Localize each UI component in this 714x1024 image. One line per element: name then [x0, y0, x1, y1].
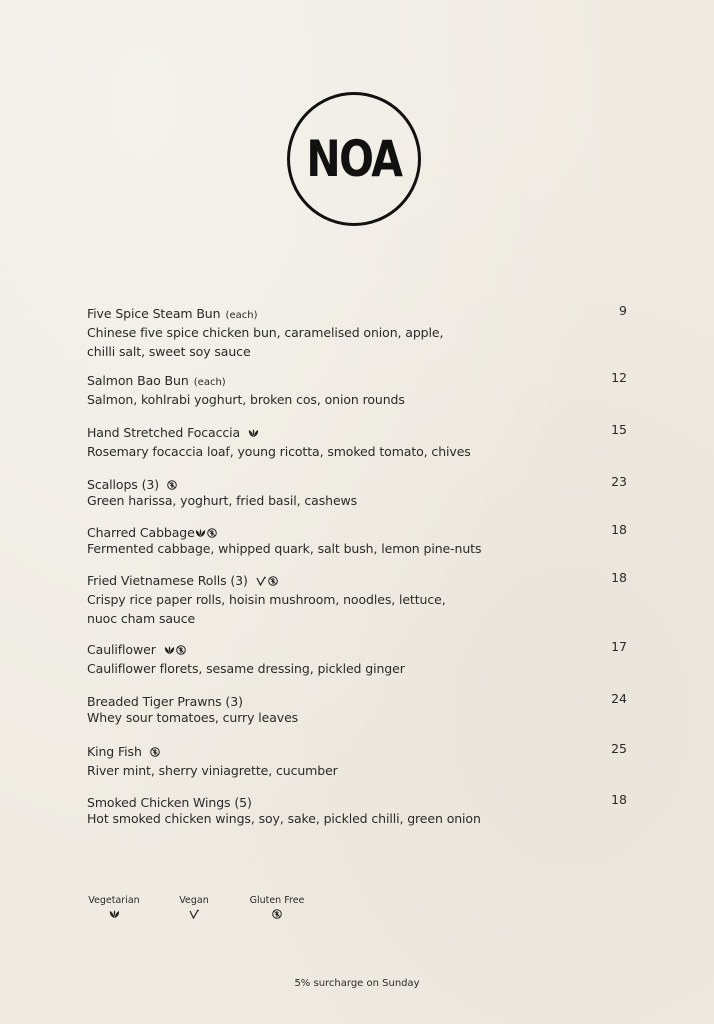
legend-vegetarian — [84, 895, 144, 919]
vegan-v-icon — [172, 909, 216, 919]
item-description — [87, 539, 627, 558]
menu-item-salmon-bao-bun — [87, 370, 627, 409]
item-name: Breaded Tiger Prawns (3) — [87, 694, 243, 709]
item-description — [87, 761, 627, 780]
description-line: Fermented cabbage, whipped quark, salt bush, lemon pine-nuts — [87, 541, 482, 556]
description-line: Cauliflower florets, sesame dressing, pickled ginger — [87, 661, 405, 676]
gluten-free-wheat-icon — [244, 909, 310, 919]
vegan-v-icon — [256, 571, 267, 590]
menu-item-hand-stretched-focaccia — [87, 422, 627, 461]
item-name: Cauliflower — [87, 642, 156, 657]
item-price: 12 — [611, 370, 627, 385]
description-line: River mint, sherry viniagrette, cucumber — [87, 763, 338, 778]
vegetarian-leaf-icon — [195, 523, 206, 542]
description-line: Salmon, kohlrabi yoghurt, broken cos, onion rounds — [87, 392, 405, 407]
description-line: chilli salt, sweet soy sauce — [87, 344, 251, 359]
item-name: King Fish — [87, 744, 142, 759]
description-line: Green harissa, yoghurt, fried basil, cashews — [87, 493, 358, 508]
item-description — [87, 708, 627, 727]
item-price: 24 — [611, 691, 627, 706]
item-name: Five Spice Steam Bun — [87, 306, 221, 321]
menu-item-cauliflower — [87, 639, 627, 678]
item-description — [87, 442, 627, 461]
gluten-free-wheat-icon — [176, 640, 186, 659]
legend-vegan — [172, 895, 216, 919]
legend-label: Vegetarian — [88, 895, 140, 906]
menu-item-smoked-chicken-wings — [87, 792, 627, 828]
vegetarian-leaf-icon — [84, 909, 144, 919]
menu-item-scallops — [87, 474, 627, 510]
surcharge-note: 5% surcharge on Sunday — [294, 978, 420, 989]
gluten-free-wheat-icon — [268, 571, 278, 590]
description-line: nuoc cham sauce — [87, 611, 196, 626]
description-line: Chinese five spice chicken bun, caramelised onion, apple, — [87, 325, 444, 340]
gluten-free-wheat-icon — [167, 475, 177, 494]
description-line: Crispy rice paper rolls, hoisin mushroom, noodles, lettuce, — [87, 592, 446, 607]
item-note: (each) — [193, 377, 226, 388]
item-name: Hand Stretched Focaccia — [87, 425, 241, 440]
menu-item-five-spice-steam-bun — [87, 303, 627, 361]
item-note: (each) — [225, 310, 258, 321]
legend-gluten-free — [244, 895, 310, 919]
legend-label: Vegan — [179, 895, 209, 906]
item-price: 18 — [611, 570, 627, 585]
legend-label: Gluten Free — [249, 895, 305, 906]
item-description — [87, 323, 627, 361]
item-description — [87, 590, 627, 628]
menu-item-breaded-tiger-prawns — [87, 691, 627, 727]
item-name: Fried Vietnamese Rolls (3) — [87, 573, 248, 588]
menu-item-king-fish — [87, 741, 627, 780]
gluten-free-wheat-icon — [150, 742, 160, 761]
item-description — [87, 390, 627, 409]
item-price: 18 — [611, 522, 627, 537]
menu-item-charred-cabbage — [87, 522, 627, 558]
restaurant-logo — [287, 92, 421, 226]
item-name: Salmon Bao Bun — [87, 373, 189, 388]
item-description — [87, 809, 627, 828]
logo-text: NOA — [306, 130, 402, 188]
item-price: 15 — [611, 422, 627, 437]
item-name: Smoked Chicken Wings (5) — [87, 795, 252, 810]
item-price: 23 — [611, 474, 627, 489]
vegetarian-leaf-icon — [248, 423, 259, 442]
item-name: Scallops (3) — [87, 477, 159, 492]
item-price: 18 — [611, 792, 627, 807]
description-line: Hot smoked chicken wings, soy, sake, pickled chilli, green onion — [87, 811, 481, 826]
item-price: 17 — [611, 639, 627, 654]
item-price: 25 — [611, 741, 627, 756]
menu-item-fried-vietnamese-rolls — [87, 570, 627, 628]
item-name: Charred Cabbage — [87, 525, 195, 540]
description-line: Rosemary focaccia loaf, young ricotta, smoked tomato, chives — [87, 444, 471, 459]
item-description — [87, 659, 627, 678]
item-price: 9 — [619, 303, 627, 318]
description-line: Whey sour tomatoes, curry leaves — [87, 710, 299, 725]
vegetarian-leaf-icon — [164, 640, 175, 659]
gluten-free-wheat-icon — [207, 523, 217, 542]
